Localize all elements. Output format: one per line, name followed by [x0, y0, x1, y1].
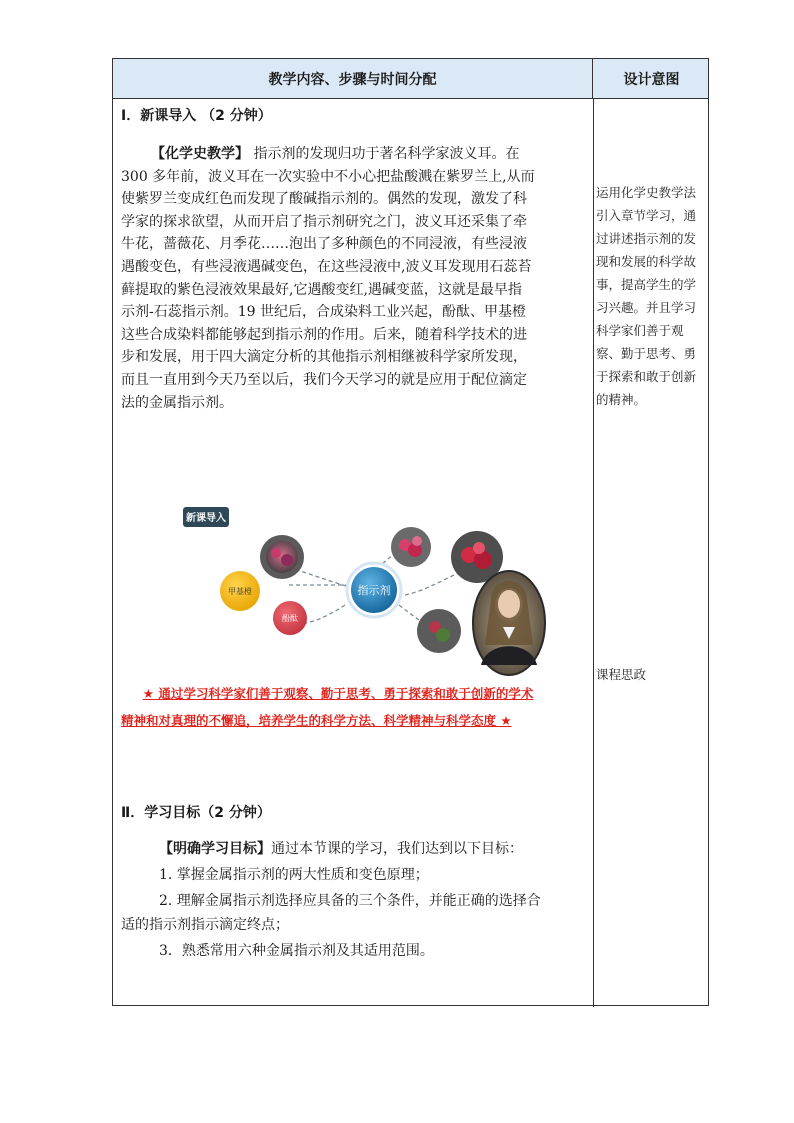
star-line-1: ★ 通过学习科学家们善于观察、勤于思考、勇于探索和敢于创新的学术 — [142, 686, 534, 701]
intent-line-9: 的精神。 — [596, 392, 647, 407]
boyle-face-front — [498, 590, 520, 618]
badge-new-lesson — [183, 507, 229, 527]
history-line-2: 使紫罗兰变成红色而发现了酸碱指示剂的。偶然的发现，激发了科 — [121, 191, 527, 208]
goals-lead-text: 通过本节课的学习，我们达到以下目标： — [271, 841, 523, 857]
history-line-5: 遇酸变色，有些浸液遇碱变色，在这些浸液中,波义耳发现用石蕊苔 — [121, 258, 532, 275]
goals-lead — [159, 838, 589, 861]
history-line-7: 示剂-石蕊指示剂。19 世纪后，合成染料工业兴起，酚酞、甲基橙 — [121, 304, 526, 321]
section1-title: Ⅰ．新课导入 （2 分钟） — [121, 108, 272, 124]
intent-line-5: 习兴趣。并且学习 — [596, 300, 697, 315]
intro-figure — [177, 505, 553, 681]
phenolphthalein-label: 酚酞 — [282, 614, 298, 623]
history-line-8: 这些合成染料都能够起到指示剂的作用。后来，随着科学技术的进 — [121, 326, 527, 343]
goal-3: 3．熟悉常用六种金属指示剂及其适用范围。 — [159, 943, 434, 959]
star-line-2: 精神和对真理的不懈追，培养学生的科学方法、科学精神与科学态度 ★ — [121, 713, 512, 728]
intent-line-4: 事，提高学生的学 — [596, 277, 697, 292]
history-line-6: 藓提取的紫色浸液效果最好,它遇酸变红,遇碱变蓝，这就是最早指 — [121, 281, 522, 298]
history-lead-label: 【化学史教学】 — [151, 146, 249, 162]
indicator-center-label: 指示剂 — [357, 584, 391, 597]
history-line-10: 而且一直用到今天乃至以后，我们今天学习的就是应用于配位滴定 — [121, 371, 527, 388]
rose-large-b — [474, 551, 492, 569]
header-design-intent: 设计意图 — [623, 71, 680, 88]
violet-petal-b — [281, 554, 293, 566]
goal-2-cont: 适的指示剂指示滴定终点； — [121, 917, 289, 933]
table-header — [113, 59, 708, 99]
intent-line-0: 运用化学史教学法 — [596, 185, 697, 200]
history-line-0: 指示剂的发现归功于著名科学家波义耳。在 — [249, 146, 520, 162]
goals-lead-label: 【明确学习目标】 — [159, 841, 271, 857]
column-divider — [593, 98, 594, 1007]
lesson-table — [112, 58, 709, 1006]
intent-line-8: 于探索和敢于创新 — [596, 369, 697, 384]
header-content-steps: 教学内容、步骤与时间分配 — [113, 59, 593, 98]
goal-1: 1. 掌握金属指示剂的两大性质和变色原理； — [159, 867, 429, 883]
goal-2: 2. 理解金属指示剂选择应具备的三个条件，并能正确的选择合 — [159, 893, 541, 909]
ideology-label: 课程思政 — [596, 667, 647, 682]
ideology-star-statement — [121, 680, 591, 734]
history-line-3: 学家的探求欲望，从而开启了指示剂研究之门，波义耳还采集了牵 — [121, 213, 527, 230]
intent-line-3: 现和发展的科学故 — [596, 254, 697, 269]
morning-glory-leaf — [436, 628, 450, 642]
badge-text: 新课导入 — [186, 513, 226, 524]
history-paragraph-rest — [121, 166, 589, 415]
history-line-11: 法的金属指示剂。 — [121, 394, 233, 411]
history-line-4: 牛花，蔷薇花、月季花……泡出了多种颜色的不同浸液，有些浸液 — [121, 236, 527, 253]
rose-small-c — [412, 536, 422, 546]
rose-large-c — [473, 542, 485, 554]
intent-line-1: 引入章节学习，通 — [596, 208, 697, 223]
history-paragraph — [121, 143, 589, 166]
intent-line-7: 察、勤于思考、勇 — [596, 346, 697, 361]
section2-title: Ⅱ．学习目标（2 分钟） — [121, 805, 271, 821]
design-intent-text — [596, 181, 708, 411]
history-line-1: 300 多年前，波义耳在一次实验中不小心把盐酸溅在紫罗兰上,从而 — [121, 168, 535, 185]
intent-line-2: 过讲述指示剂的发 — [596, 231, 697, 246]
violet-petal-a — [271, 548, 281, 558]
history-line-9: 步和发展，用于四大滴定分析的其他指示剂相继被科学家所发现， — [121, 349, 527, 366]
methyl-orange-label: 甲基橙 — [228, 587, 252, 596]
intent-line-6: 科学家们善于观 — [596, 323, 684, 338]
